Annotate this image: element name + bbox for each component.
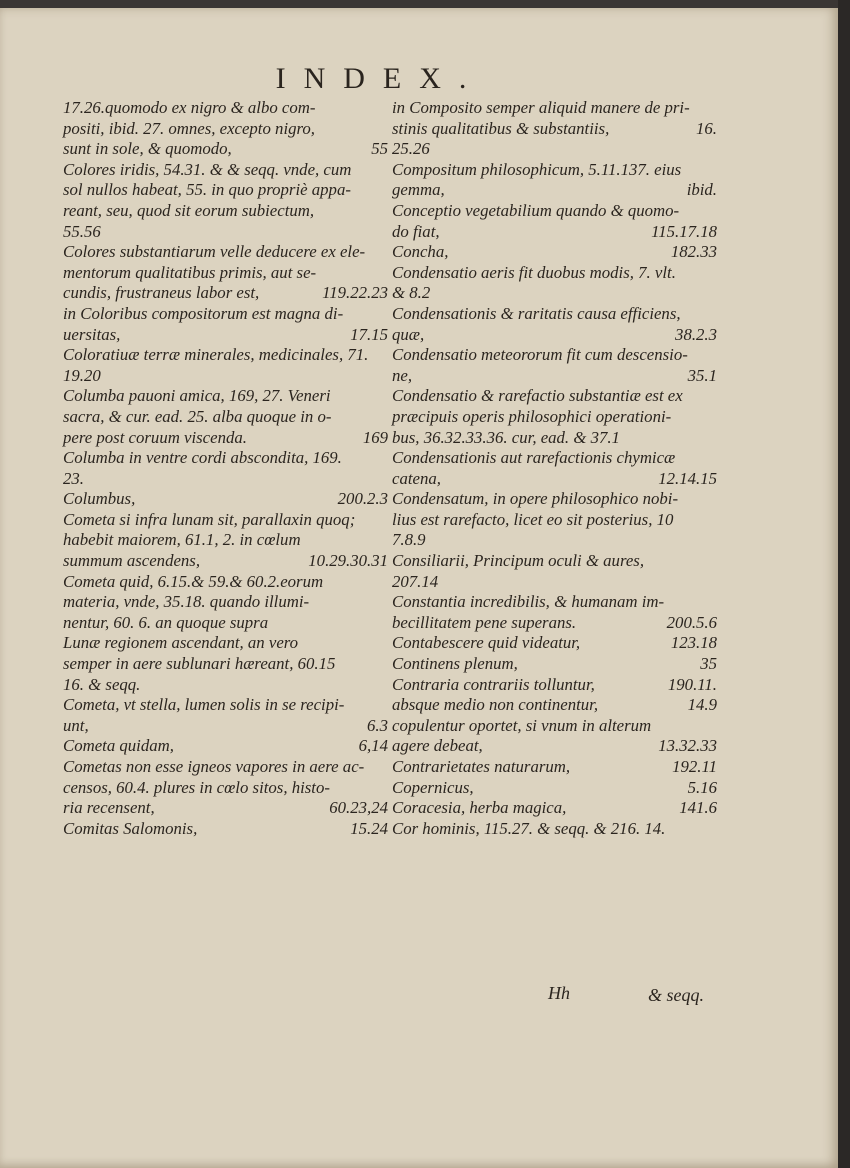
index-line	[392, 654, 717, 675]
index-text: agere debeat,	[392, 736, 483, 756]
index-line	[63, 469, 388, 490]
index-text: Cometa si infra lunam sit, parallaxin quoq;	[63, 509, 356, 529]
page-reference: 35	[700, 654, 717, 674]
index-text: lius est rarefacto, licet eo sit posterius, 10	[392, 509, 674, 529]
index-line	[63, 180, 388, 201]
index-text: mentorum qualitatibus primis, aut se-	[63, 262, 317, 282]
index-line	[63, 160, 388, 181]
index-line	[392, 778, 717, 799]
index-text: do fiat,	[392, 221, 440, 241]
index-text: positi, ibid. 27. omnes, excepto nigro,	[63, 118, 315, 138]
index-text: absque medio non continentur,	[392, 695, 599, 715]
index-line	[63, 222, 388, 243]
index-line	[392, 304, 717, 325]
index-text: Columba pauoni amica, 169, 27. Veneri	[63, 386, 331, 406]
index-line	[63, 510, 388, 531]
index-line	[63, 263, 388, 284]
page-reference: 13.32.33	[658, 736, 717, 756]
index-line	[392, 551, 717, 572]
index-text: & 8.2	[392, 283, 431, 303]
index-line	[392, 242, 717, 263]
index-line	[63, 613, 388, 634]
page-reference: 119.22.23	[322, 283, 388, 303]
index-text: unt,	[63, 715, 89, 735]
index-line	[392, 180, 717, 201]
index-line	[392, 757, 717, 778]
index-text: Cometa, vt stella, lumen solis in se recipi-	[63, 695, 345, 715]
index-line	[63, 654, 388, 675]
index-text: Compositum philosophicum, 5.11.137. eius	[392, 159, 682, 179]
page-reference: 200.5.6	[666, 612, 717, 632]
index-text: Conceptio vegetabilium quando & quomo-	[392, 200, 680, 220]
index-line	[392, 160, 717, 181]
index-line	[392, 325, 717, 346]
index-line	[63, 736, 388, 757]
index-text: in Composito semper aliquid manere de pri-	[392, 98, 690, 117]
left-column	[63, 98, 388, 839]
index-text: quæ,	[392, 324, 425, 344]
index-text: Contraria contrariis tolluntur,	[392, 674, 595, 694]
index-line	[63, 448, 388, 469]
index-line	[63, 283, 388, 304]
index-text: habebit maiorem, 61.1, 2. in cœlum	[63, 530, 301, 550]
index-text: Lunæ regionem ascendant, an vero	[63, 633, 299, 653]
index-text: Condensatum, in opere philosophico nobi-	[392, 489, 679, 509]
index-text: 17.26.quomodo ex nigro & albo com-	[63, 98, 316, 117]
index-line	[392, 428, 717, 449]
index-text: sol nullos habeat, 55. in quo propriè appa-	[63, 180, 351, 200]
index-line	[392, 263, 717, 284]
index-text: Columba in ventre cordi abscondita, 169.	[63, 448, 342, 468]
index-line	[392, 386, 717, 407]
index-line	[63, 428, 388, 449]
index-text: Continens plenum,	[392, 654, 518, 674]
index-line	[392, 201, 717, 222]
index-text: bus, 36.32.33.36. cur, ead. & 37.1	[392, 427, 620, 447]
index-text: cundis, frustraneus labor est,	[63, 283, 260, 303]
index-text: Condensationis & raritatis causa efficiens,	[392, 303, 681, 323]
index-text: Cor hominis, 115.27. & seqq. & 216. 14.	[392, 818, 666, 838]
index-text: sacra, & cur. ead. 25. alba quoque in o-	[63, 406, 332, 426]
page-edge	[838, 0, 850, 1168]
index-line	[392, 366, 717, 387]
index-line	[392, 98, 717, 119]
page-reference: 123.18	[670, 633, 717, 653]
index-line	[392, 139, 717, 160]
right-column	[392, 98, 717, 839]
index-line	[392, 819, 717, 840]
index-line	[392, 283, 717, 304]
page-reference: 38.2.3	[675, 324, 717, 344]
index-line	[63, 572, 388, 593]
index-text: Contrarietates naturarum,	[392, 757, 571, 776]
index-line	[63, 366, 388, 387]
index-line	[63, 633, 388, 654]
index-line	[63, 695, 388, 716]
index-text: Condensatio meteororum fit cum descensio-	[392, 345, 688, 365]
index-line	[63, 489, 388, 510]
index-text: 207.14	[392, 571, 439, 591]
index-text: Constantia incredibilis, & humanam im-	[392, 592, 665, 612]
index-line	[392, 530, 717, 551]
page-reference: 16.	[696, 118, 717, 138]
index-text: ria recensent,	[63, 798, 155, 818]
index-text: censos, 60.4. plures in cœlo sitos, histo-	[63, 777, 330, 797]
page-reference: 12.14.15	[658, 468, 717, 488]
index-text: Copernicus,	[392, 777, 474, 797]
index-text: in Coloribus compositorum est magna di-	[63, 303, 344, 323]
index-line	[392, 222, 717, 243]
index-text: 25.26	[392, 139, 430, 159]
index-text: Colores substantiarum velle deducere ex ele-	[63, 242, 366, 262]
index-text: ne,	[392, 365, 413, 385]
page-reference: 14.9	[687, 695, 717, 715]
index-line	[63, 407, 388, 428]
index-text: Comitas Salomonis,	[63, 818, 198, 838]
page-reference: 6,14	[358, 736, 388, 756]
index-text: Contabescere quid videatur,	[392, 633, 581, 653]
page-reference: 5.16	[687, 777, 717, 797]
signature-mark: Hh	[548, 983, 570, 1003]
index-text: 7.8.9	[392, 530, 426, 550]
index-text: Columbus,	[63, 489, 136, 509]
index-line	[392, 716, 717, 737]
index-text: nentur, 60. 6. an quoque supra	[63, 612, 269, 632]
index-line	[392, 407, 717, 428]
index-line	[392, 633, 717, 654]
index-text: 16. & seqq.	[63, 674, 141, 694]
page-reference: 17.15	[350, 324, 388, 344]
index-line	[63, 325, 388, 346]
index-text: copulentur oportet, si vnum in alterum	[392, 715, 652, 735]
index-text: Concha,	[392, 242, 449, 262]
page-reference: 115.17.18	[651, 221, 717, 241]
index-line	[392, 695, 717, 716]
index-line	[392, 798, 717, 819]
index-text: 19.20	[63, 365, 101, 385]
index-line	[63, 386, 388, 407]
index-text: pere post coruum viscenda.	[63, 427, 247, 447]
index-line	[63, 798, 388, 819]
index-line	[63, 119, 388, 140]
index-text: 23.	[63, 468, 84, 488]
index-text: Colores iridis, 54.31. & & seqq. vnde, cum	[63, 159, 352, 179]
index-text: Coloratiuæ terræ minerales, medicinales, 71.	[63, 345, 369, 365]
index-text: Condensatio aeris fit duobus modis, 7. vlt.	[392, 262, 676, 282]
index-line	[63, 345, 388, 366]
index-line	[63, 778, 388, 799]
index-line	[392, 675, 717, 696]
index-line	[392, 572, 717, 593]
catchword: & seqq.	[648, 985, 704, 1005]
page-reference: ibid.	[686, 180, 717, 200]
index-text: gemma,	[392, 180, 445, 200]
index-line	[392, 592, 717, 613]
index-line	[63, 757, 388, 778]
page-reference: 200.2.3	[337, 489, 388, 509]
index-text: Condensatio & rarefactio substantiæ est ex	[392, 386, 683, 406]
index-line	[63, 139, 388, 160]
page-reference: 6.3	[367, 715, 388, 735]
index-text: semper in aere sublunari hæreant, 60.15	[63, 654, 336, 674]
page-reference: 55	[371, 139, 388, 159]
page-reference: 169	[362, 427, 388, 447]
page-reference: 10.29.30.31	[308, 551, 388, 571]
page-reference: 35.1	[687, 365, 717, 385]
index-line	[392, 469, 717, 490]
page-reference: 60.23,24	[329, 798, 388, 818]
index-text: reant, seu, quod sit eorum subiectum,	[63, 200, 315, 220]
index-text: Cometa quid, 6.15.& 59.& 60.2.eorum	[63, 571, 324, 591]
index-text: catena,	[392, 468, 441, 488]
index-line	[392, 736, 717, 757]
index-text: 55.56	[63, 221, 101, 241]
index-text: summum ascendens,	[63, 551, 201, 571]
index-line	[63, 819, 388, 840]
index-text: præcipuis operis philosophici operationi-	[392, 406, 672, 426]
index-line	[392, 613, 717, 634]
index-text: Cometa quidam,	[63, 736, 174, 756]
index-text: Coracesia, herba magica,	[392, 798, 567, 818]
index-text: Condensationis aut rarefactionis chymicæ	[392, 448, 676, 468]
page-reference: 141.6	[679, 798, 717, 818]
index-line	[63, 551, 388, 572]
index-text: uersitas,	[63, 324, 121, 344]
index-line	[63, 304, 388, 325]
index-text: sunt in sole, & quomodo,	[63, 139, 232, 159]
page-reference: 182.33	[670, 242, 717, 262]
index-line	[63, 675, 388, 696]
index-line	[63, 242, 388, 263]
index-line	[392, 119, 717, 140]
index-text: stinis qualitatibus & substantiis,	[392, 118, 610, 138]
page-reference: 190.11.	[667, 674, 717, 694]
index-line	[63, 592, 388, 613]
index-line	[63, 201, 388, 222]
page-reference: 15.24	[350, 818, 388, 838]
index-line	[63, 98, 388, 119]
index-line	[63, 530, 388, 551]
index-line	[392, 448, 717, 469]
page-title: INDEX.	[275, 62, 485, 95]
index-line	[63, 716, 388, 737]
index-line	[392, 345, 717, 366]
index-line	[392, 489, 717, 510]
index-text: becillitatem pene superans.	[392, 612, 577, 632]
index-text: Cometas non esse igneos vapores in aere ac-	[63, 757, 365, 776]
index-text: materia, vnde, 35.18. quando illumi-	[63, 592, 310, 612]
index-text: Consiliarii, Principum oculi & aures,	[392, 551, 645, 571]
index-line	[392, 510, 717, 531]
page-reference: 192.11	[672, 757, 717, 776]
